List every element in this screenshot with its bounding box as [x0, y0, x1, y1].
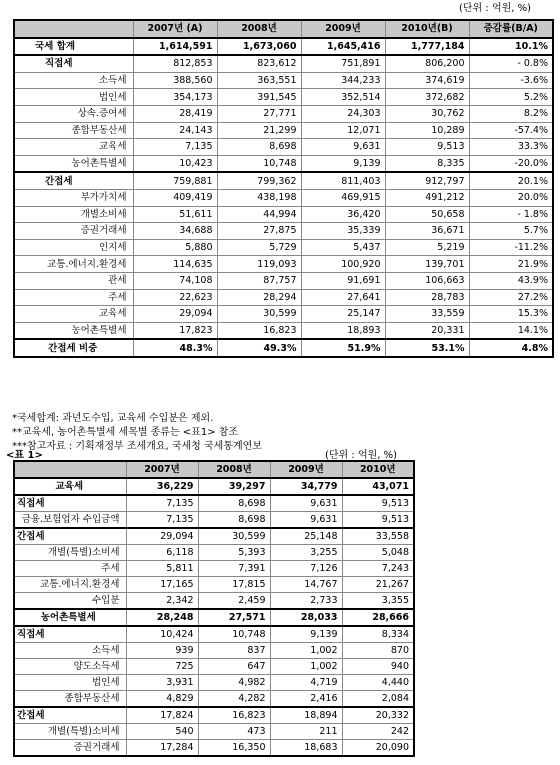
table1-cell: 33.3% — [469, 139, 553, 156]
table2-cell: 8,698 — [198, 495, 270, 512]
table1-cell: 30,599 — [217, 306, 301, 323]
table2-cell: 14,767 — [270, 577, 342, 593]
table1-cell: 28,783 — [385, 289, 469, 306]
table1-cell: 352,514 — [301, 89, 385, 106]
table1-cell: 21,299 — [217, 122, 301, 139]
table1-header-cell — [14, 20, 133, 38]
table1-cell: 119,093 — [217, 256, 301, 273]
table1-row-label: 직접세 — [14, 55, 133, 72]
table2-cell: 1,002 — [270, 643, 342, 659]
table2-cell: 4,982 — [198, 675, 270, 691]
table1-cell: 9,139 — [301, 155, 385, 172]
table1-row — [14, 306, 553, 323]
table1-cell: 10,423 — [133, 155, 217, 172]
table1-cell: - 1.8% — [469, 206, 553, 223]
table1-header-cell: 2007년 (A) — [133, 20, 217, 38]
table1-cell: 36,420 — [301, 206, 385, 223]
table1-row — [14, 239, 553, 256]
table1-cell: 374,619 — [385, 72, 469, 89]
table1-row-label: 교통.에너지.환경세 — [14, 256, 133, 273]
table2-cell: 20,090 — [342, 740, 414, 757]
table1-cell: 33,559 — [385, 306, 469, 323]
unit-label-top: (단위 : 억원, %) — [459, 3, 532, 14]
table2-cell: 28,033 — [270, 609, 342, 626]
table1-cell: 27,771 — [217, 105, 301, 122]
table1-cell: 15.3% — [469, 306, 553, 323]
footnotes — [12, 412, 262, 454]
table2-cell: 7,126 — [270, 561, 342, 577]
table2-row — [14, 724, 414, 740]
table2-cell: 7,391 — [198, 561, 270, 577]
table1-row-label: 관세 — [14, 272, 133, 289]
table2-row-label: 교육세 — [14, 478, 126, 495]
table2-cell: 2,733 — [270, 593, 342, 610]
table2-row — [14, 626, 414, 643]
table1-cell: 27,875 — [217, 223, 301, 240]
table1-cell: 823,612 — [217, 55, 301, 72]
table2-caption: <표 1> — [6, 450, 43, 461]
table2-cell: 3,931 — [126, 675, 198, 691]
table1-row-label: 농어촌특별세 — [14, 322, 133, 339]
table2-row — [14, 707, 414, 724]
table2-cell: 1,002 — [270, 659, 342, 675]
table1-cell: 27.2% — [469, 289, 553, 306]
table2-cell: 837 — [198, 643, 270, 659]
table1-cell: 9,631 — [301, 139, 385, 156]
table2-cell: 10,748 — [198, 626, 270, 643]
table2-cell: 2,459 — [198, 593, 270, 610]
table2-cell: 211 — [270, 724, 342, 740]
table2-row-label: 증권거래세 — [14, 740, 126, 757]
table1-cell: 388,560 — [133, 72, 217, 89]
table1-cell: 469,915 — [301, 189, 385, 206]
table1-cell: 53.1% — [385, 339, 469, 357]
table2-row — [14, 691, 414, 708]
table2-row-label: 금융.보험업자 수입금액 — [14, 512, 126, 529]
table2-cell: 34,779 — [270, 478, 342, 495]
table1-row-label: 간접세 비중 — [14, 339, 133, 357]
table1-cell: 344,233 — [301, 72, 385, 89]
table2-cell: 29,094 — [126, 528, 198, 545]
table2-cell: 17,284 — [126, 740, 198, 757]
table1-cell: 10.1% — [469, 38, 553, 56]
table2-cell: 4,440 — [342, 675, 414, 691]
table1-cell: 7,135 — [133, 139, 217, 156]
table2-cell: 18,894 — [270, 707, 342, 724]
table2-cell: 33,558 — [342, 528, 414, 545]
table1-cell: 43.9% — [469, 272, 553, 289]
table1-cell: 74,108 — [133, 272, 217, 289]
table1-cell: -20.0% — [469, 155, 553, 172]
table1-header-cell: 2009년 — [301, 20, 385, 38]
table2-row — [14, 478, 414, 495]
table2-header-cell — [14, 461, 126, 478]
table2-cell: 5,393 — [198, 545, 270, 561]
table1-cell: 36,671 — [385, 223, 469, 240]
table1-cell: 9,513 — [385, 139, 469, 156]
table2-header-cell: 2010년 — [342, 461, 414, 478]
table2-cell: 16,823 — [198, 707, 270, 724]
table1-cell: 20,331 — [385, 322, 469, 339]
table1-row-label: 국세 합계 — [14, 38, 133, 56]
footnote: **교육세, 농어촌특별세 세목별 종류는 <표1> 참조 — [12, 427, 239, 438]
table1-cell: 5,880 — [133, 239, 217, 256]
table1-cell: 1,645,416 — [301, 38, 385, 56]
table2-cell: 9,631 — [270, 512, 342, 529]
table1-row-label: 종합부동산세 — [14, 122, 133, 139]
table1-cell: 50,658 — [385, 206, 469, 223]
table1-cell: 100,920 — [301, 256, 385, 273]
table2-row — [14, 512, 414, 529]
table1-row — [14, 72, 553, 89]
table1-cell: 5,729 — [217, 239, 301, 256]
table1-cell: 5.2% — [469, 89, 553, 106]
table1-row — [14, 105, 553, 122]
table2-cell: 242 — [342, 724, 414, 740]
table1-cell: 5,219 — [385, 239, 469, 256]
table1-cell: 87,757 — [217, 272, 301, 289]
table1-cell: 27,641 — [301, 289, 385, 306]
table2-cell: 9,631 — [270, 495, 342, 512]
table1-cell: 35,339 — [301, 223, 385, 240]
table2-row-label: 소득세 — [14, 643, 126, 659]
table1-cell: 29,094 — [133, 306, 217, 323]
table2-cell: 4,719 — [270, 675, 342, 691]
table2-row — [14, 528, 414, 545]
table1-cell: 363,551 — [217, 72, 301, 89]
table2-row-label: 양도소득세 — [14, 659, 126, 675]
table2-row-label: 주세 — [14, 561, 126, 577]
table2-row — [14, 659, 414, 675]
table2-cell: 939 — [126, 643, 198, 659]
table1-row-label: 상속.증여세 — [14, 105, 133, 122]
table1-cell: 8,335 — [385, 155, 469, 172]
table2-cell: 6,118 — [126, 545, 198, 561]
table1-cell: 20.1% — [469, 172, 553, 189]
table2-row-label: 간접세 — [14, 707, 126, 724]
table1-cell: 751,891 — [301, 55, 385, 72]
table2-cell: 9,139 — [270, 626, 342, 643]
table1-row — [14, 256, 553, 273]
table1-row-label: 개별소비세 — [14, 206, 133, 223]
table1-cell: -3.6% — [469, 72, 553, 89]
table2-row-label: 교통.에너지.환경세 — [14, 577, 126, 593]
table1-cell: -11.2% — [469, 239, 553, 256]
table2-cell: 4,282 — [198, 691, 270, 708]
table2-cell: 16,350 — [198, 740, 270, 757]
table2-row-label: 직접세 — [14, 495, 126, 512]
table1-cell: 14.1% — [469, 322, 553, 339]
table2-row-label: 수입분 — [14, 593, 126, 610]
unit-label-bottom: (단위 : 억원, %) — [325, 450, 398, 461]
table2-cell: 17,824 — [126, 707, 198, 724]
table1-cell: 114,635 — [133, 256, 217, 273]
table1-cell: 106,663 — [385, 272, 469, 289]
table2-cell: 17,815 — [198, 577, 270, 593]
table2-cell: 2,084 — [342, 691, 414, 708]
table1-row — [14, 206, 553, 223]
table2-cell: 2,416 — [270, 691, 342, 708]
table2-cell: 25,148 — [270, 528, 342, 545]
table1-row — [14, 55, 553, 72]
table1-cell: 16,823 — [217, 322, 301, 339]
table1-cell: -57.4% — [469, 122, 553, 139]
table1-cell: 17,823 — [133, 322, 217, 339]
table1-cell: 8.2% — [469, 105, 553, 122]
table1-cell: 4.8% — [469, 339, 553, 357]
table1-row-label: 주세 — [14, 289, 133, 306]
table2-row — [14, 609, 414, 626]
table1-cell: 12,071 — [301, 122, 385, 139]
table1-row-label: 인지세 — [14, 239, 133, 256]
table1-cell: 139,701 — [385, 256, 469, 273]
table1-cell: 912,797 — [385, 172, 469, 189]
table2-cell: 18,683 — [270, 740, 342, 757]
table1-header-row — [14, 20, 553, 38]
table1-header-cell: 2010년(B) — [385, 20, 469, 38]
table2-cell: 3,255 — [270, 545, 342, 561]
table1-row — [14, 189, 553, 206]
table1-row-label: 법인세 — [14, 89, 133, 106]
table1-cell: 21.9% — [469, 256, 553, 273]
table2-cell: 10,424 — [126, 626, 198, 643]
table1-cell: 24,143 — [133, 122, 217, 139]
table2-row — [14, 561, 414, 577]
footnote: *국세합계: 과년도수입, 교육세 수입분은 제외. — [12, 413, 214, 424]
table1-cell: 28,419 — [133, 105, 217, 122]
table1-cell: 799,362 — [217, 172, 301, 189]
table2-cell: 5,048 — [342, 545, 414, 561]
table1-cell: 22,623 — [133, 289, 217, 306]
table1-cell: 44,994 — [217, 206, 301, 223]
table2-cell: 2,342 — [126, 593, 198, 610]
table2-cell: 647 — [198, 659, 270, 675]
table1-cell: 812,853 — [133, 55, 217, 72]
table2-cell: 30,599 — [198, 528, 270, 545]
table1-row-label: 교육세 — [14, 139, 133, 156]
table1-cell: 491,212 — [385, 189, 469, 206]
table1-cell: 1,614,591 — [133, 38, 217, 56]
table2-cell: 21,267 — [342, 577, 414, 593]
table2-cell: 5,811 — [126, 561, 198, 577]
table1-cell: 5,437 — [301, 239, 385, 256]
table2-cell: 8,334 — [342, 626, 414, 643]
table1-cell: 811,403 — [301, 172, 385, 189]
table2-row-label: 직접세 — [14, 626, 126, 643]
table2-row — [14, 740, 414, 757]
table1-cell: 438,198 — [217, 189, 301, 206]
table2-cell: 940 — [342, 659, 414, 675]
table2-row-label: 개별(특별)소비세 — [14, 724, 126, 740]
table1-cell: 409,419 — [133, 189, 217, 206]
table1-cell: 91,691 — [301, 272, 385, 289]
table2-row-label: 종합부동산세 — [14, 691, 126, 708]
table1-row-label: 부가가치세 — [14, 189, 133, 206]
table1-row-label: 농어촌특별세 — [14, 155, 133, 172]
table2-cell: 8,698 — [198, 512, 270, 529]
table2-cell: 7,135 — [126, 512, 198, 529]
table2-header-cell: 2008년 — [198, 461, 270, 478]
table2-cell: 36,229 — [126, 478, 198, 495]
table1-cell: 48.3% — [133, 339, 217, 357]
table2-cell: 9,513 — [342, 512, 414, 529]
table1-row — [14, 122, 553, 139]
table1-row-label: 증권거래세 — [14, 223, 133, 240]
table1-cell: 25,147 — [301, 306, 385, 323]
table1-row — [14, 223, 553, 240]
table1-header-cell: 2008년 — [217, 20, 301, 38]
table1-row — [14, 139, 553, 156]
table1-cell: 10,289 — [385, 122, 469, 139]
table1-header-cell: 증감률(B/A) — [469, 20, 553, 38]
table1-row — [14, 272, 553, 289]
table2-cell: 3,355 — [342, 593, 414, 610]
table1-cell: 372,682 — [385, 89, 469, 106]
table1-cell: 354,173 — [133, 89, 217, 106]
table2-cell: 20,332 — [342, 707, 414, 724]
table1-cell: 51,611 — [133, 206, 217, 223]
table1-cell: 49.3% — [217, 339, 301, 357]
table2-cell: 28,248 — [126, 609, 198, 626]
table2-row-label: 간접세 — [14, 528, 126, 545]
table2-header-row — [14, 461, 414, 478]
table1-row — [14, 38, 553, 56]
table1-cell: - 0.8% — [469, 55, 553, 72]
table2-header-cell: 2009년 — [270, 461, 342, 478]
table1-row — [14, 322, 553, 339]
national-tax-table — [13, 19, 554, 358]
table2-cell: 870 — [342, 643, 414, 659]
table2-cell: 27,571 — [198, 609, 270, 626]
table2-row — [14, 495, 414, 512]
table1-cell: 1,673,060 — [217, 38, 301, 56]
table2-cell: 9,513 — [342, 495, 414, 512]
table2-row-label: 농어촌특별세 — [14, 609, 126, 626]
table1-cell: 34,688 — [133, 223, 217, 240]
table1-cell: 10,748 — [217, 155, 301, 172]
table1-cell: 28,294 — [217, 289, 301, 306]
table1-row-label: 교육세 — [14, 306, 133, 323]
table2-cell: 725 — [126, 659, 198, 675]
table1-row — [14, 89, 553, 106]
table1-cell: 51.9% — [301, 339, 385, 357]
table2-row — [14, 577, 414, 593]
footnote: ***참고자료 : 기획재정부 조세개요, 국세청 국세통계연보 — [12, 441, 262, 452]
table1-cell: 8,698 — [217, 139, 301, 156]
table1-row — [14, 289, 553, 306]
table1-cell: 1,777,184 — [385, 38, 469, 56]
table2-row — [14, 643, 414, 659]
table2-cell: 540 — [126, 724, 198, 740]
table2-row — [14, 593, 414, 610]
table1-cell: 18,893 — [301, 322, 385, 339]
table1-cell: 391,545 — [217, 89, 301, 106]
table2-cell: 7,243 — [342, 561, 414, 577]
table2-cell: 7,135 — [126, 495, 198, 512]
table1-cell: 806,200 — [385, 55, 469, 72]
table1-row — [14, 155, 553, 172]
table1-cell: 759,881 — [133, 172, 217, 189]
table1-row-label: 간접세 — [14, 172, 133, 189]
earmarked-tax-table — [13, 460, 415, 757]
table1-cell: 5.7% — [469, 223, 553, 240]
table2-cell: 28,666 — [342, 609, 414, 626]
table1-cell: 24,303 — [301, 105, 385, 122]
table1-cell: 20.0% — [469, 189, 553, 206]
table2-row-label: 법인세 — [14, 675, 126, 691]
table2-header-cell: 2007년 — [126, 461, 198, 478]
table2-cell: 39,297 — [198, 478, 270, 495]
table1-row — [14, 172, 553, 189]
table2-row — [14, 545, 414, 561]
table1-row-label: 소득세 — [14, 72, 133, 89]
table1-row — [14, 339, 553, 357]
table2-row — [14, 675, 414, 691]
table2-cell: 4,829 — [126, 691, 198, 708]
table2-row-label: 개별(특별)소비세 — [14, 545, 126, 561]
table2-cell: 43,071 — [342, 478, 414, 495]
table2-cell: 473 — [198, 724, 270, 740]
table2-cell: 17,165 — [126, 577, 198, 593]
table1-cell: 30,762 — [385, 105, 469, 122]
